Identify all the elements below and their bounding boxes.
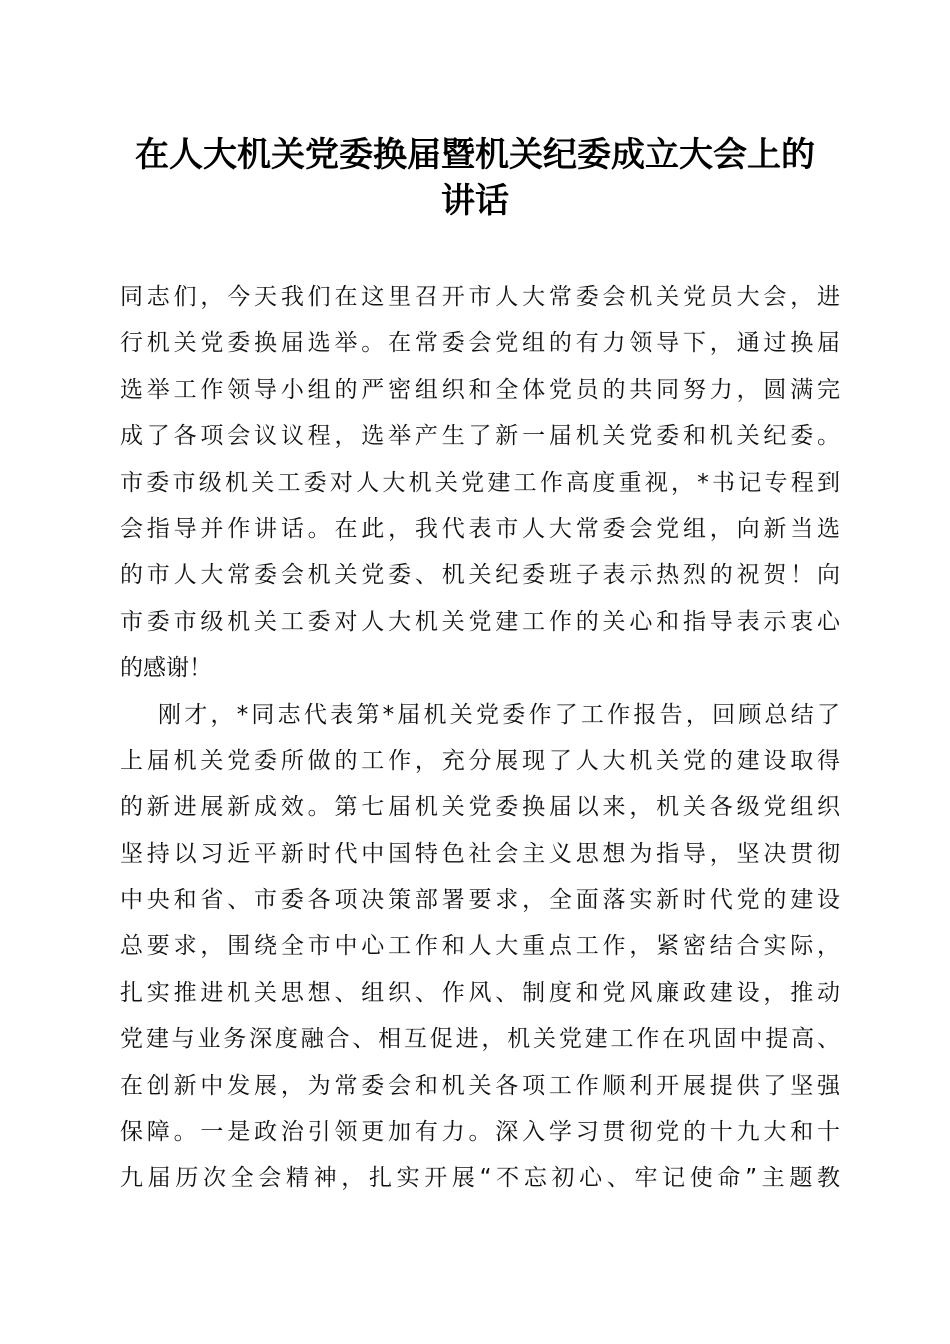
- title-line-2: 讲话: [441, 181, 509, 221]
- paragraph-2: [120, 692, 840, 1202]
- paragraph-1: [120, 274, 840, 692]
- title-line-1: 在人大机关党委换届暨机关纪委成立大会上的: [135, 135, 815, 175]
- text-line: 的新进展新成效。第七届机关党委换届以来，机关各级党组织: [120, 794, 840, 821]
- text-line: 九届历次全会精神，扎实开展“不忘初心、牢记使命”主题教: [120, 1165, 840, 1192]
- text-line: 党建与业务深度融合、相互促进，机关党建工作在巩固中提高、: [120, 1026, 840, 1053]
- text-line: 总要求，围绕全市中心工作和人大重点工作，紧密结合实际，: [120, 933, 840, 960]
- text-line: 的感谢！: [120, 655, 212, 682]
- text-line: 选举工作领导小组的严密组织和全体党员的共同努力，圆满完: [120, 376, 840, 403]
- text-line: 上届机关党委所做的工作，充分展现了人大机关党的建设取得: [120, 747, 840, 774]
- text-line: 中央和省、市委各项决策部署要求，全面落实新时代党的建设: [120, 887, 840, 914]
- text-line: 市委市级机关工委对人大机关党建工作的关心和指导表示衷心: [120, 608, 840, 635]
- text-line: 的市人大常委会机关党委、机关纪委班子表示热烈的祝贺！向: [120, 562, 840, 589]
- text-line: 刚才，*同志代表第*届机关党委作了工作报告，回顾总结了: [158, 701, 840, 728]
- text-line: 在创新中发展，为常委会和机关各项工作顺利开展提供了坚强: [120, 1072, 840, 1099]
- text-line: 坚持以习近平新时代中国特色社会主义思想为指导，坚决贯彻: [120, 840, 840, 867]
- text-line: 同志们，今天我们在这里召开市人大常委会机关党员大会，进: [120, 284, 840, 310]
- text-line: 会指导并作讲话。在此，我代表市人大常委会党组，向新当选: [120, 515, 840, 542]
- document-body: [120, 274, 840, 1202]
- document-title: [100, 132, 850, 224]
- text-line: 扎实推进机关思想、组织、作风、制度和党风廉政建设，推动: [120, 979, 840, 1006]
- text-line: 保障。一是政治引领更加有力。深入学习贯彻党的十九大和十: [120, 1119, 840, 1146]
- text-line: 成了各项会议议程，选举产生了新一届机关党委和机关纪委。: [120, 423, 840, 450]
- text-line: 行机关党委换届选举。在常委会党组的有力领导下，通过换届: [120, 330, 840, 357]
- text-line: 市委市级机关工委对人大机关党建工作高度重视，*书记专程到: [120, 469, 840, 496]
